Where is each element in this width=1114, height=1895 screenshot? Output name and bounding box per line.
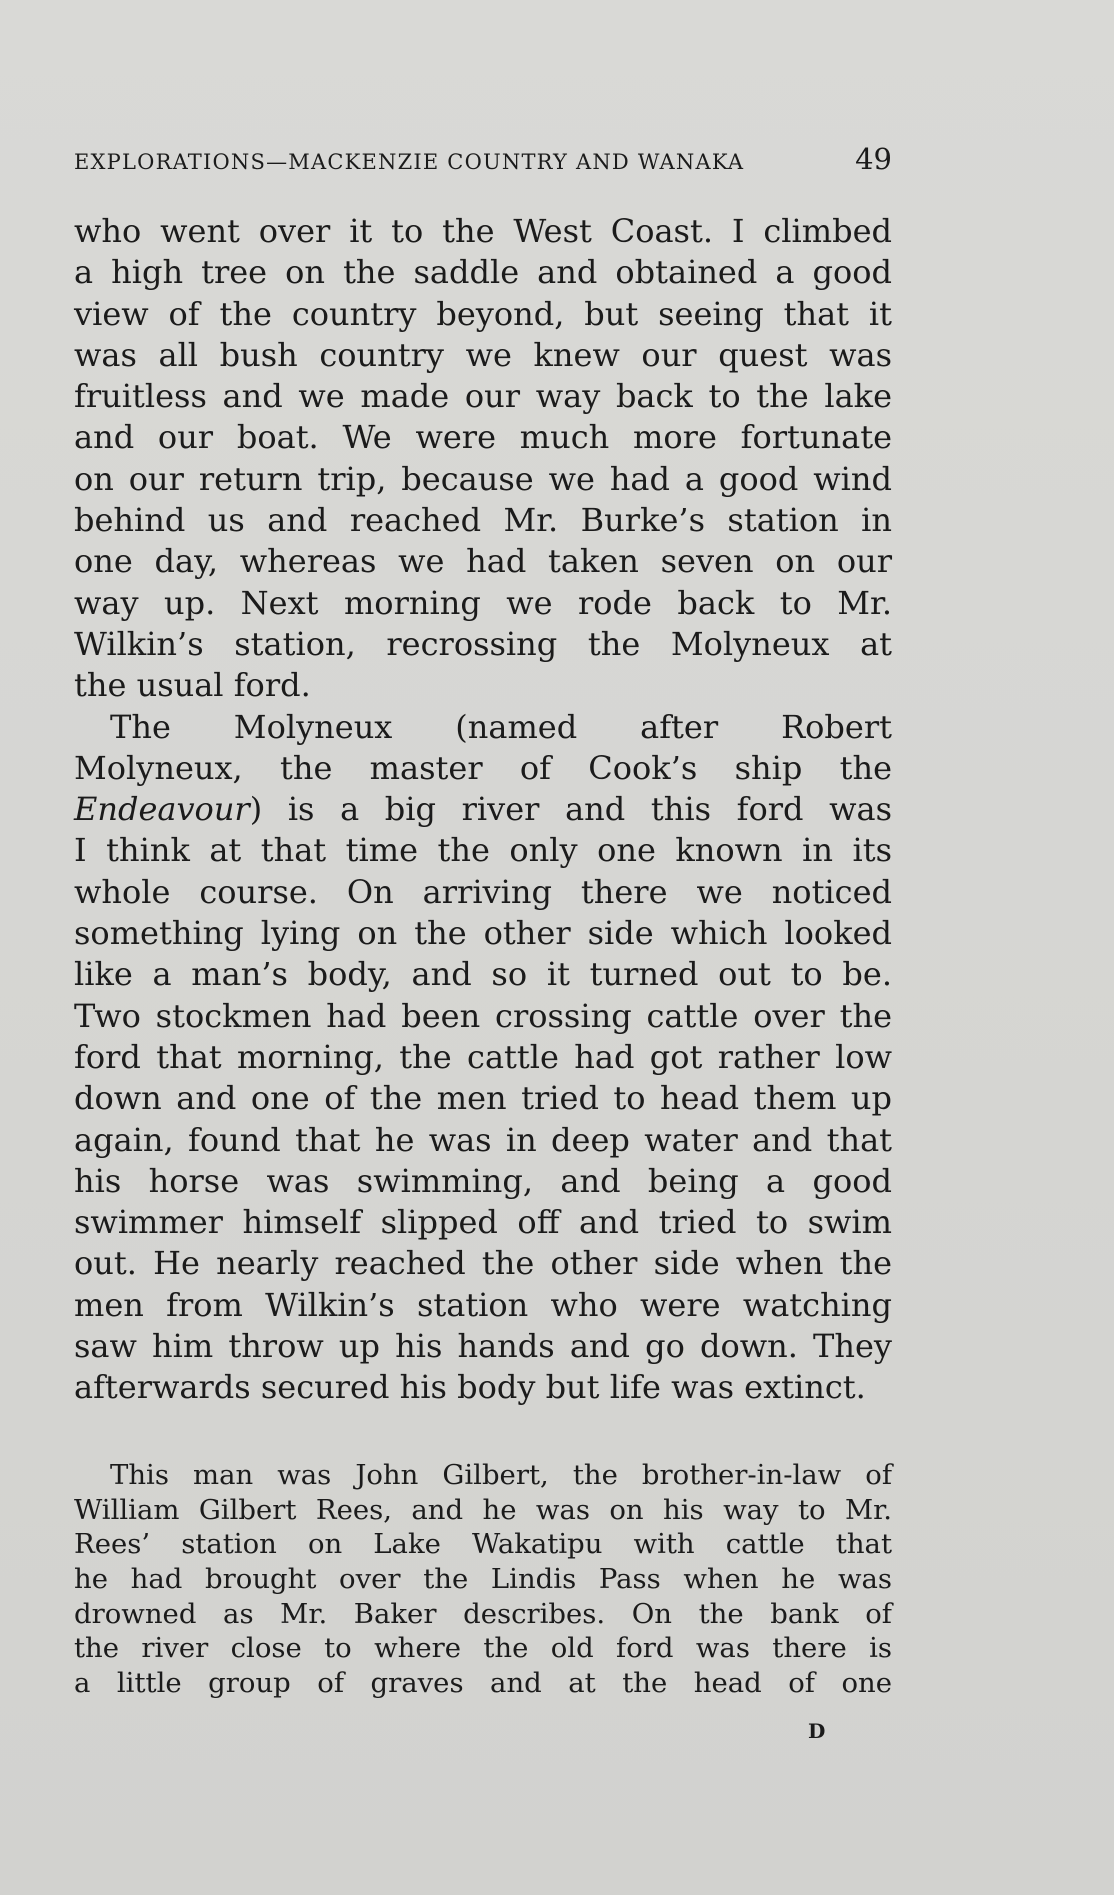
text-line: his horse was swimming, and being a good [74,1161,892,1200]
signature-mark: D [808,1719,827,1743]
text-line: Wilkin’s station, recrossing the Molyneux at [74,624,892,663]
page-header [74,142,892,186]
ship-name: Endeavour [74,790,250,829]
text-line: one day, whereas we had taken seven on our [74,542,892,581]
text-line: saw him throw up his hands and go down. They [74,1327,892,1366]
note-line: This man was John Gilbert, the brother-in-law of [110,1459,892,1491]
page-number: 49 [855,142,892,176]
text-line: behind us and reached Mr. Burke’s station in [74,501,892,540]
text-line: down and one of the men tried to head them up [74,1079,892,1118]
text-line: and our boat. We were much more fortunate [74,418,892,457]
text-line: on our return trip, because we had a good wind [74,459,892,498]
text-line: I think at that time the only one known in its [74,831,892,870]
note-line: drowned as Mr. Baker describes. On the bank of [74,1597,892,1630]
text-line: view of the country beyond, but seeing that it [74,294,892,333]
text-line: something lying on the other side which looked [74,914,892,953]
text-line: who went over it to the West Coast. I climbed [74,212,892,250]
paragraph-start-line: The Molyneux (named after Robert [110,707,892,746]
main-text [74,211,892,1409]
text-line-italic-title [74,789,892,830]
text-line: fruitless and we made our way back to the lake [74,377,892,416]
editorial-note [74,1458,892,1701]
note-line: he had brought over the Lindis Pass when he was [74,1563,892,1596]
text-line: ford that morning, the cattle had got rather low [74,1037,892,1076]
text-line: men from Wilkin’s station who were watching [74,1285,892,1324]
note-line: a little group of graves and at the head of one [74,1667,892,1700]
text-line: was all bush country we knew our quest was [74,335,892,374]
note-line: the river close to where the old ford was there is [74,1632,892,1665]
text-line: swimmer himself slipped off and tried to swim [74,1203,892,1242]
text-line: way up. Next morning we rode back to Mr. [74,583,892,622]
text-line: the usual ford. [74,666,311,705]
text-line: a high tree on the saddle and obtained a good [74,253,892,292]
text-line: like a man’s body, and so it turned out to be. [74,955,892,994]
text-line: Molyneux, the master of Cook’s ship the [74,748,892,787]
text-line: Two stockmen had been crossing cattle over the [74,996,892,1035]
text-line: out. He nearly reached the other side when the [74,1244,892,1283]
text-fragment: ) is a big river and this ford was [249,790,892,829]
running-head: EXPLORATIONS—MACKENZIE COUNTRY AND WANAKA [74,150,745,174]
text-line: afterwards secured his body but life was extinct. [74,1368,866,1407]
note-line: William Gilbert Rees, and he was on his way to Mr. [74,1493,892,1526]
text-line: again, found that he was in deep water and that [74,1120,892,1159]
note-line: Rees’ station on Lake Wakatipu with cattle that [74,1528,892,1561]
text-line: whole course. On arriving there we noticed [74,872,892,911]
